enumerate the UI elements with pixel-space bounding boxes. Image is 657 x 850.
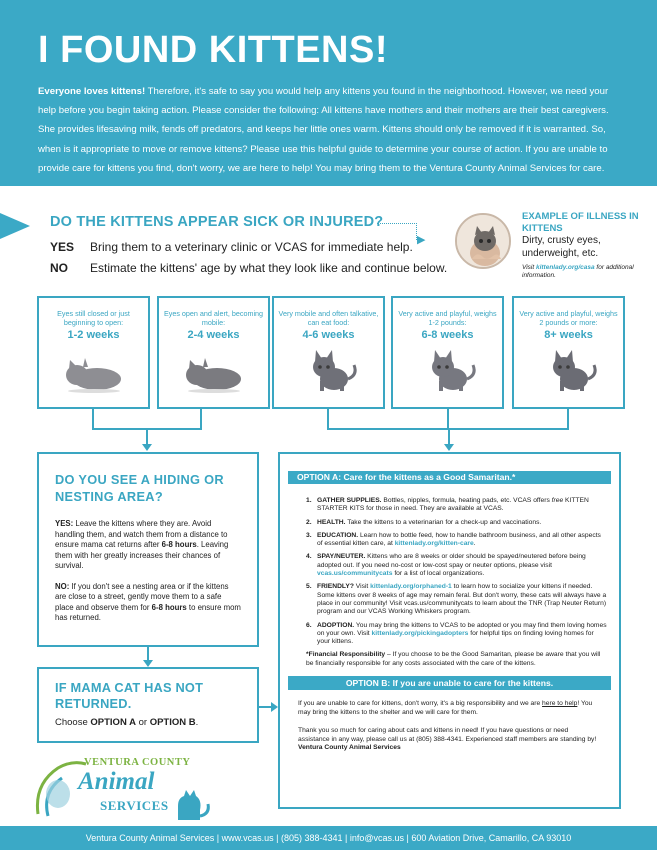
item-text: Learn how to bottle feed, how to handle bathroom business, and all other aspects of essential kitten care, at <box>317 531 601 548</box>
visit-suffix: for additional information. <box>522 264 634 279</box>
sick-yes-row <box>50 240 413 254</box>
item-emphasis: free <box>551 497 564 504</box>
nesting-yes-text: Leave the kittens where they are. Avoid handling them, and watch them from a distance to ensure mama cat returns after <box>55 519 228 549</box>
option-a-list <box>288 497 611 646</box>
illness-visit-note <box>522 264 652 280</box>
item-number: 1. <box>306 497 312 504</box>
nesting-yes-hours: 6-8 hours <box>161 540 197 549</box>
item-text: You may bring the kittens to VCAS to be adopted or you may find them loving homes on your own. Visit <box>317 621 607 637</box>
item-link[interactable]: kittenlady.org/kitten-care <box>394 540 474 548</box>
item-text-2: KITTEN STARTER KITS for those in need. They are available at VCAS. <box>317 497 589 513</box>
item-text: Take the kittens to a veterinarian for a check-up and vaccinations. <box>345 518 542 526</box>
option-a-item <box>306 583 607 616</box>
item-text: Bottles, nipples, formula, heating pads, etc. VCAS offers <box>381 497 552 504</box>
intro-paragraph <box>38 82 619 178</box>
age-description: Very active and playful, weighs 2 pounds or more: <box>519 309 618 327</box>
nesting-no-text-end: to ensure mom has returned. <box>55 602 241 622</box>
connector-line <box>448 428 450 445</box>
item-number: 3. <box>306 531 312 539</box>
option-a-ref: OPTION A <box>90 717 136 728</box>
age-description: Very mobile and often talkative, can eat food: <box>278 309 379 327</box>
arrow-down-icon <box>143 660 153 667</box>
option-a-item <box>306 519 607 527</box>
or-text: or <box>135 717 150 728</box>
age-box <box>272 296 385 409</box>
item-number: 6. <box>306 621 312 629</box>
intro-text: Therefore, it's safe to say you would help any kittens you found in the neighborhood. However, we need your help before you begin taking action. Please consider the following: All kittens have mothers and their mothers are their best caregivers. She provides lifesaving milk, fends off predators, and keeps her little ones warm. Kittens should only be removed if it is warranted. So, when is it appropriate to move or remove kittens? Please use this helpful guide to determine your course of action. If you are unable to provide care for kittens you find, don't worry, we are here to help! You may bring them to the Ventura County Animal Services for care. <box>38 86 609 174</box>
visit-link[interactable]: kittenlady.org/casa <box>535 264 595 271</box>
item-number: 5. <box>306 583 312 591</box>
sick-question: DO THE KITTENS APPEAR SICK OR INJURED? <box>50 214 384 230</box>
age-weeks: 2-4 weeks <box>187 329 240 341</box>
choose-text: Choose <box>55 717 91 728</box>
kitten-photo-icon <box>534 345 604 393</box>
age-weeks: 4-6 weeks <box>302 329 355 341</box>
item-text: Visit <box>353 583 371 591</box>
age-description: Eyes still closed or just beginning to open: <box>57 309 130 327</box>
connector-line <box>447 409 449 429</box>
item-lead: FRIENDLY? <box>317 583 354 591</box>
item-lead: EDUCATION. <box>317 531 359 539</box>
header-banner <box>0 0 657 186</box>
option-a-item <box>306 553 607 578</box>
age-description: Eyes open and alert, becoming mobile: <box>163 309 264 327</box>
nesting-yes-text-end: . Leaving them with her greatly increases their chances of survival. <box>55 540 229 570</box>
kitten-photo-icon <box>294 345 364 393</box>
financial-lead: *Financial Responsibility <box>306 651 386 659</box>
item-link[interactable]: vcas.us/communitycats <box>317 570 393 578</box>
option-a-item <box>306 622 607 647</box>
nesting-no-label: NO: <box>55 581 70 591</box>
logo-animal: Animal <box>78 768 155 795</box>
illness-example-desc: Dirty, crusty eyes, underweight, etc. <box>522 235 601 259</box>
age-box <box>157 296 270 409</box>
item-text-3: to learn how to socialize your kittens if needed. Some kittens over 8 weeks of age may remain feral. But don't worry, these cats will always have a place in our community! Visit vcas.us/communitycats to learn about the TNR (Trap Neuter Return) program and our VCAS Working Whiskers program. <box>317 583 607 616</box>
here-to-help: here to help <box>542 700 578 708</box>
thank-you-paragraph <box>288 727 611 753</box>
item-number: 2. <box>306 518 312 526</box>
vcas-logo <box>28 754 218 826</box>
item-text-3: for a list of local organizations. <box>392 570 485 578</box>
arrow-down-icon <box>142 444 152 451</box>
dotted-connector <box>377 223 417 224</box>
mama-title: IF MAMA CAT HAS NOT RETURNED. <box>55 680 204 711</box>
option-b-paragraph <box>288 700 611 717</box>
thank-you-text: Thank you so much for caring about cats and kittens in need! If you have questions or need assistance in any way, please call us at (805) 388-4341. Experienced staff members are standing by! <box>298 727 597 743</box>
item-lead: HEALTH. <box>317 518 346 526</box>
dotted-arrow-icon: ▶ <box>417 234 426 246</box>
nesting-no-hours: 6-8 hours <box>151 602 187 612</box>
financial-text: – If you choose to be the Good Samaritan, please be aware that you will be financially responsible for any costs associated with the care of the kittens. <box>306 651 601 667</box>
option-b-text: If you are unable to care for kittens, don't worry, it's a big responsibility and we are <box>298 700 543 708</box>
arrow-pointer-icon <box>0 213 30 239</box>
connector-line <box>92 409 94 429</box>
item-link[interactable]: kittenlady.org/orphaned-1 <box>370 583 452 591</box>
option-b-ref: OPTION B <box>149 717 196 728</box>
illness-example-title: EXAMPLE OF ILLNESS IN KITTENS <box>522 211 639 234</box>
item-text-3: for helpful tips on finding loving homes for your kittens. <box>317 629 594 646</box>
logo-services: SERVICES <box>100 798 169 813</box>
option-a-title: OPTION A: Care for the kittens as a Good Samaritan.* <box>288 471 611 484</box>
option-a-item <box>306 497 607 514</box>
nesting-no <box>55 582 241 624</box>
connector-line <box>146 428 148 445</box>
mama-choose <box>55 717 241 728</box>
sick-kitten-photo <box>455 213 511 269</box>
age-box <box>37 296 150 409</box>
thank-you-org: Ventura County Animal Services <box>298 744 401 752</box>
item-lead: SPAY/NEUTER. <box>317 553 366 561</box>
kitten-photo-icon <box>179 345 249 393</box>
connector-line <box>200 409 202 429</box>
sick-kitten-icon <box>457 215 511 269</box>
option-a-item <box>306 532 607 549</box>
age-description: Very active and playful, weighs 1-2 pounds: <box>398 309 497 327</box>
mama-box <box>37 667 259 743</box>
age-box <box>512 296 625 409</box>
option-b-text-end: ! You may bring the kittens to the shelter and we will care for them. <box>298 700 593 716</box>
nesting-yes <box>55 519 241 572</box>
period-text: . <box>195 717 199 728</box>
item-number: 4. <box>306 553 312 561</box>
financial-note <box>288 651 611 668</box>
sick-no-row <box>50 261 447 275</box>
illness-example <box>522 211 652 280</box>
arrow-down-icon <box>444 444 454 451</box>
logo-ventura-county: VENTURA COUNTY <box>84 757 191 768</box>
intro-bold: Everyone loves kittens! <box>38 86 146 97</box>
yes-text: Bring them to a veterinary clinic or VCAS for immediate help. <box>90 240 413 254</box>
nesting-no-text: If you don't see a nesting area or if the kittens are close to a street, gently move them to a safe place and observe them for <box>55 581 229 612</box>
age-weeks: 1-2 weeks <box>67 329 120 341</box>
nesting-yes-label: YES: <box>55 519 74 528</box>
yes-label: YES <box>50 240 75 254</box>
arrow-right-icon <box>271 702 278 712</box>
age-box <box>391 296 504 409</box>
no-text: Estimate the kittens' age by what they look like and continue below. <box>90 261 448 275</box>
options-box <box>278 452 621 809</box>
item-lead: GATHER SUPPLIES. <box>317 497 382 504</box>
nesting-title: DO YOU SEE A HIDING OR NESTING AREA? <box>55 472 224 504</box>
page-title: I FOUND KITTENS! <box>38 29 388 71</box>
age-weeks: 8+ weeks <box>544 329 593 341</box>
connector-line <box>327 409 329 429</box>
item-lead: ADOPTION. <box>317 621 355 629</box>
age-weeks: 6-8 weeks <box>421 329 474 341</box>
no-label: NO <box>50 261 68 275</box>
item-text: Kittens who are 8 weeks or older should be spayed/neutered before being adopted out. If you need no-cost or low-cost spay or neuter options, please visit <box>317 553 586 569</box>
item-link[interactable]: kittenlady.org/pickingadopters <box>371 629 469 637</box>
item-text-3: . <box>473 540 476 548</box>
kitten-photo-icon <box>413 345 483 393</box>
connector-line <box>567 409 569 429</box>
connector-line <box>147 647 149 661</box>
nesting-box <box>37 452 259 647</box>
kitten-photo-icon <box>59 345 129 393</box>
visit-prefix: Visit <box>522 264 536 271</box>
footer-contact: Ventura County Animal Services | www.vcas.us | (805) 388-4341 | info@vcas.us | 600 Aviation Drive, Camarillo, CA 93010 <box>0 826 657 850</box>
option-b-title: OPTION B: If you are unable to care for the kittens. <box>288 676 611 690</box>
